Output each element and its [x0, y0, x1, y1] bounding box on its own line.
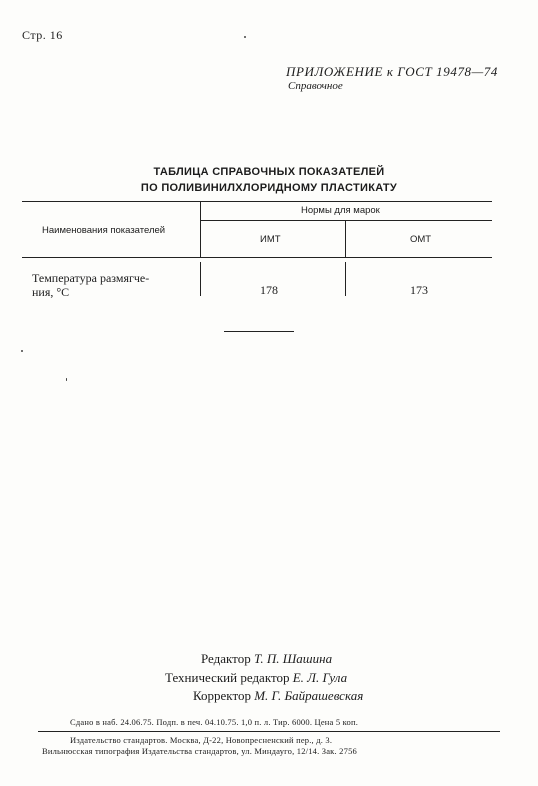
table-title	[0, 164, 538, 196]
column-header-indicator-name: Наименования показателей	[42, 225, 166, 236]
scan-speck	[21, 350, 23, 352]
imprint-print-details: Сдано в наб. 24.06.75. Подп. в печ. 04.10.75. 1,0 п. л. Тир. 6000. Цена 5 коп.	[70, 717, 359, 727]
cell-imt-value: 178	[260, 283, 278, 297]
page-number: Стр. 16	[22, 28, 63, 42]
corrector-name: М. Г. Байрашевская	[254, 688, 364, 703]
table-end-rule	[224, 331, 294, 332]
table-col-divider-2	[345, 220, 346, 257]
table-col-divider-1	[200, 201, 201, 257]
table-top-rule	[22, 201, 492, 202]
table-group-rule	[200, 220, 492, 221]
corrector-label: Корректор	[193, 688, 251, 703]
column-header-omt: ОМТ	[410, 234, 432, 245]
column-header-imt: ИМТ	[260, 234, 281, 245]
tech-editor-name: Е. Л. Гула	[292, 670, 348, 685]
table-body-divider-2	[345, 262, 346, 296]
editor-credit	[201, 651, 332, 667]
imprint-publisher: Издательство стандартов. Москва, Д-22, Новопресненский пер., д. 3.	[70, 735, 333, 745]
row-name-line-1: Температура размягче-	[32, 271, 150, 285]
column-group-header: Нормы для марок	[301, 205, 380, 216]
scan-speck	[244, 36, 246, 38]
editor-name: Т. П. Шашина	[253, 651, 333, 666]
appendix-type: Справочное	[288, 80, 343, 92]
scan-speck	[66, 378, 67, 381]
imprint-printing-house: Вильнюсская типография Издательства стандартов, ул. Миндауго, 12/14. Зак. 2756	[42, 746, 357, 756]
cell-omt-value: 173	[410, 283, 428, 297]
table-title-line-2: ПО ПОЛИВИНИЛХЛОРИДНОМУ ПЛАСТИКАТУ	[140, 182, 398, 194]
table-header-rule	[22, 257, 492, 258]
imprint-rule	[38, 731, 500, 732]
table-body-divider-1	[200, 262, 201, 296]
corrector-credit	[193, 688, 363, 704]
editor-label: Редактор	[201, 651, 251, 666]
table-row	[32, 271, 149, 299]
table-title-line-1: ТАБЛИЦА СПРАВОЧНЫХ ПОКАЗАТЕЛЕЙ	[153, 166, 385, 178]
row-name-line-2: ния, °С	[32, 285, 70, 299]
appendix-title: ПРИЛОЖЕНИЕ к ГОСТ 19478—74	[286, 64, 498, 79]
tech-editor-credit	[165, 670, 347, 686]
tech-editor-label: Технический редактор	[165, 670, 290, 685]
